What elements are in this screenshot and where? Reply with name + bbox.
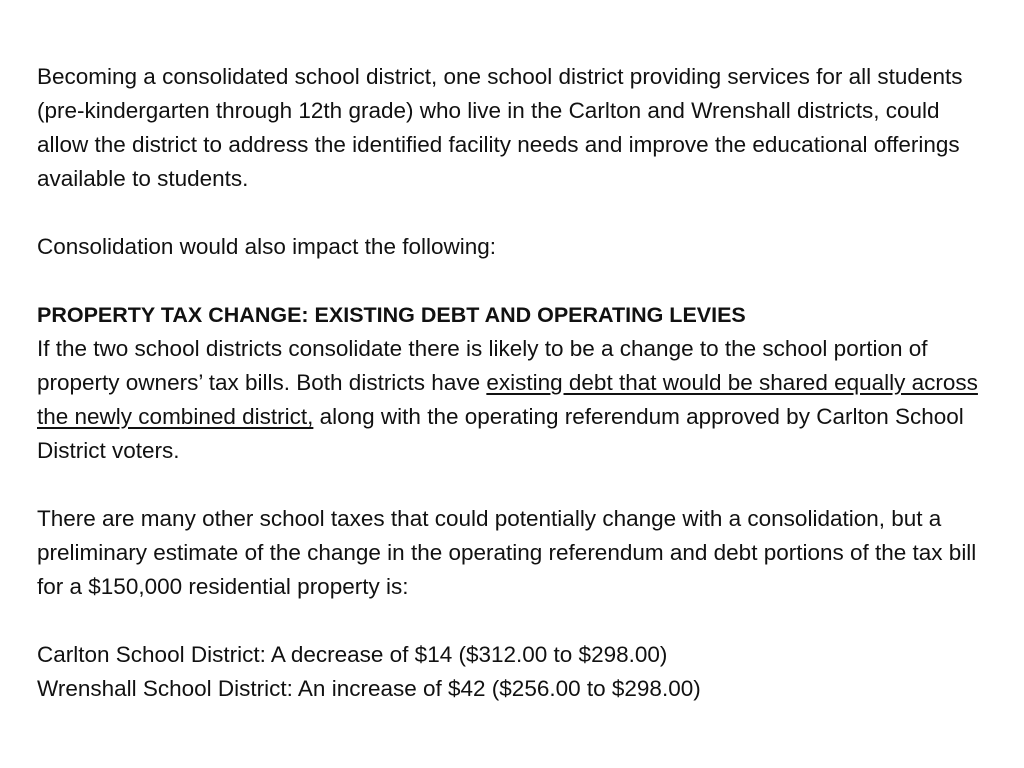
underlined-debt-text: existing debt that would be shared equally across the newly combined district, bbox=[37, 370, 978, 429]
section-heading: PROPERTY TAX CHANGE: EXISTING DEBT AND OPERATING LEVIES bbox=[37, 303, 746, 327]
wrenshall-result: Wrenshall School District: An increase of $42 ($256.00 to $298.00) bbox=[37, 676, 701, 701]
spacer bbox=[37, 468, 997, 502]
impact-line: Consolidation would also impact the following: bbox=[37, 234, 497, 259]
property-tax-text-before: If the two school districts consolidate there is likely to be a change to the school portion of property owners’ tax bills. Both districts have bbox=[37, 336, 928, 395]
intro-paragraph: Becoming a consolidated school district, one school district providing services for all students (pre-kindergarten through 12th grade) who live in the Carlton and Wrenshall districts, could allow the district to address the identified facility needs and improve the educational offerings available to students. bbox=[37, 64, 963, 191]
slide-content bbox=[37, 60, 997, 706]
spacer bbox=[37, 264, 997, 298]
carlton-result: Carlton School District: A decrease of $14 ($312.00 to $298.00) bbox=[37, 642, 668, 667]
property-tax-text-after: along with the operating referendum approved by Carlton School District voters. bbox=[37, 404, 964, 463]
estimate-paragraph: There are many other school taxes that could potentially change with a consolidation, but a preliminary estimate of the change in the operating referendum and debt portions of the tax bill for a $150,000 residential property is: bbox=[37, 506, 977, 599]
spacer bbox=[37, 196, 997, 230]
spacer bbox=[37, 604, 997, 638]
property-tax-paragraph bbox=[37, 332, 997, 468]
